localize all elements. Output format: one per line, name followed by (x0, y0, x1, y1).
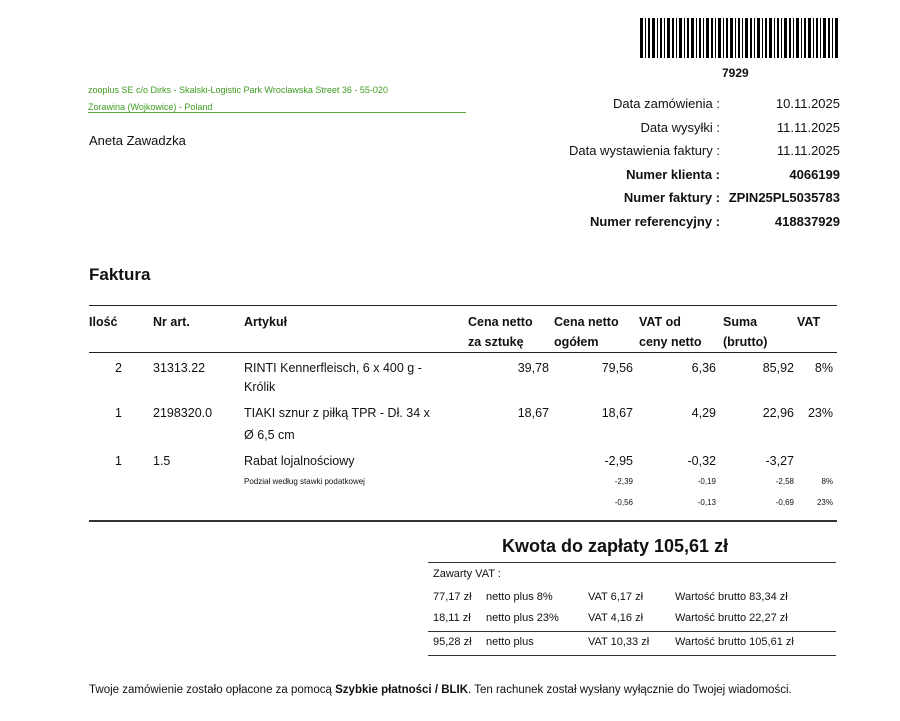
breakdown-net: -0,56 (614, 498, 633, 507)
meta-label-order-date: Data zamówienia : (613, 96, 720, 111)
col-qty: Ilość (89, 315, 118, 329)
row-gross: -3,27 (765, 454, 794, 468)
col-total-net-line2: ogółem (554, 335, 599, 349)
col-rate: VAT (797, 315, 821, 329)
sender-divider (88, 112, 466, 113)
breakdown-vat: -0,13 (697, 498, 716, 507)
payment-note (89, 680, 809, 700)
vat-row-net: 18,11 zł (433, 612, 471, 624)
amount-due: Kwota do zapłaty 105,61 zł (502, 536, 729, 556)
breakdown-label: Podział według stawki podatkowej (244, 477, 365, 486)
vat-row-net: 77,17 zł (433, 591, 472, 603)
vat-summary-sum-rule (428, 631, 836, 632)
breakdown-rate: 8% (821, 477, 833, 486)
col-unit-net-line1: Cena netto (468, 315, 533, 329)
recipient-name: Aneta Zawadzka (89, 133, 186, 148)
col-vat-line1: VAT od (639, 315, 681, 329)
barcode-number: 7929 (722, 66, 749, 80)
row-article-line2: Ø 6,5 cm (244, 428, 295, 442)
vat-summary-bottom-rule (428, 655, 836, 656)
sender-line-1: zooplus SE c/o Dirks - Skalski-Logistic Park Wroclawska Street 36 - 55-020 (88, 85, 388, 95)
row-article-line2: Królik (244, 380, 276, 394)
meta-value-invoice-no: ZPIN25PL5035783 (728, 190, 840, 205)
breakdown-net: -2,39 (614, 477, 633, 486)
row-gross: 22,96 (762, 406, 794, 420)
row-unit-net: 39,78 (517, 361, 549, 375)
meta-label-customer-no: Numer klienta : (626, 167, 720, 182)
sender-line-2: Zorawina (Wojkowice) - Poland (88, 102, 213, 112)
meta-value-order-date: 10.11.2025 (775, 96, 840, 111)
vat-row-net-label: netto plus 23% (486, 612, 559, 624)
row-article-line1: RINTI Kennerfleisch, 6 x 400 g - (244, 361, 422, 375)
col-total-net (554, 312, 619, 352)
row-qty: 1 (115, 454, 122, 468)
breakdown-gross: -0,69 (775, 498, 794, 507)
payment-method: Szybkie płatności / BLIK (335, 684, 469, 696)
row-qty: 2 (115, 361, 122, 375)
table-top-rule (89, 305, 837, 306)
row-rate: 23% (807, 406, 833, 420)
payment-note-before: Twoje zamówienie zostało opłacone za pomocą (89, 684, 336, 696)
row-vat: 4,29 (691, 406, 716, 420)
vat-sum-net-label: netto plus (486, 636, 534, 648)
row-art-no: 31313.22 (153, 361, 206, 375)
row-vat: 6,36 (691, 361, 716, 375)
meta-label-ship-date: Data wysyłki : (640, 120, 720, 135)
col-vat (639, 312, 702, 352)
row-rate: 8% (814, 361, 833, 375)
col-gross (723, 312, 767, 352)
breakdown-vat: -0,19 (697, 477, 716, 486)
vat-summary-heading: Zawarty VAT : (433, 568, 501, 580)
col-unit-net-line2: za sztukę (468, 335, 524, 349)
vat-row-gross: Wartość brutto 22,27 zł (675, 612, 788, 624)
meta-value-invoice-date: 11.11.2025 (776, 143, 840, 158)
vat-sum-gross: Wartość brutto 105,61 zł (675, 636, 794, 648)
meta-label-invoice-no: Numer faktury : (623, 190, 720, 205)
col-unit-net (468, 312, 533, 352)
vat-row-vat: VAT 4,16 zł (588, 612, 644, 624)
payment-note-after: . Ten rachunek został wysłany wyłącznie do Twojej wiadomości. (468, 684, 792, 696)
breakdown-gross: -2,58 (775, 477, 794, 486)
row-article-line1: TIAKI sznur z piłką TPR - Dł. 34 x (244, 406, 430, 420)
row-total-net: 79,56 (601, 361, 633, 375)
invoice-title: Faktura (89, 265, 151, 284)
row-vat: -0,32 (687, 454, 716, 468)
vat-sum-net: 95,28 zł (433, 636, 472, 648)
breakdown-rate: 23% (816, 498, 833, 507)
meta-value-customer-no: 4066199 (789, 167, 840, 182)
row-unit-net: 18,67 (517, 406, 549, 420)
vat-row-net-label: netto plus 8% (486, 591, 553, 603)
vat-row-gross: Wartość brutto 83,34 zł (675, 591, 788, 603)
meta-label-reference-no: Numer referencyjny : (589, 214, 720, 229)
meta-label-invoice-date: Data wystawienia faktury : (568, 143, 720, 158)
vat-sum-vat: VAT 10,33 zł (588, 636, 650, 648)
meta-value-reference-no: 418837929 (774, 214, 840, 229)
table-bottom-rule (89, 520, 837, 522)
sender-address (88, 82, 466, 116)
col-total-net-line1: Cena netto (554, 315, 619, 329)
col-gross-line1: Suma (723, 315, 758, 329)
row-gross: 85,92 (762, 361, 794, 375)
col-vat-line2: ceny netto (639, 335, 702, 349)
vat-summary-top-rule (428, 562, 836, 563)
col-gross-line2: (brutto) (723, 335, 768, 349)
barcode-image (640, 18, 840, 58)
row-qty: 1 (115, 406, 122, 420)
col-art-no: Nr art. (153, 315, 190, 329)
meta-value-ship-date: 11.11.2025 (776, 120, 840, 135)
row-article-line1: Rabat lojalnościowy (244, 454, 355, 468)
col-article: Artykuł (244, 315, 288, 329)
vat-row-vat: VAT 6,17 zł (588, 591, 644, 603)
row-art-no: 1.5 (153, 454, 171, 468)
row-total-net: -2,95 (604, 454, 633, 468)
table-header-rule (89, 352, 837, 353)
row-total-net: 18,67 (601, 406, 633, 420)
row-art-no: 2198320.0 (153, 406, 213, 420)
